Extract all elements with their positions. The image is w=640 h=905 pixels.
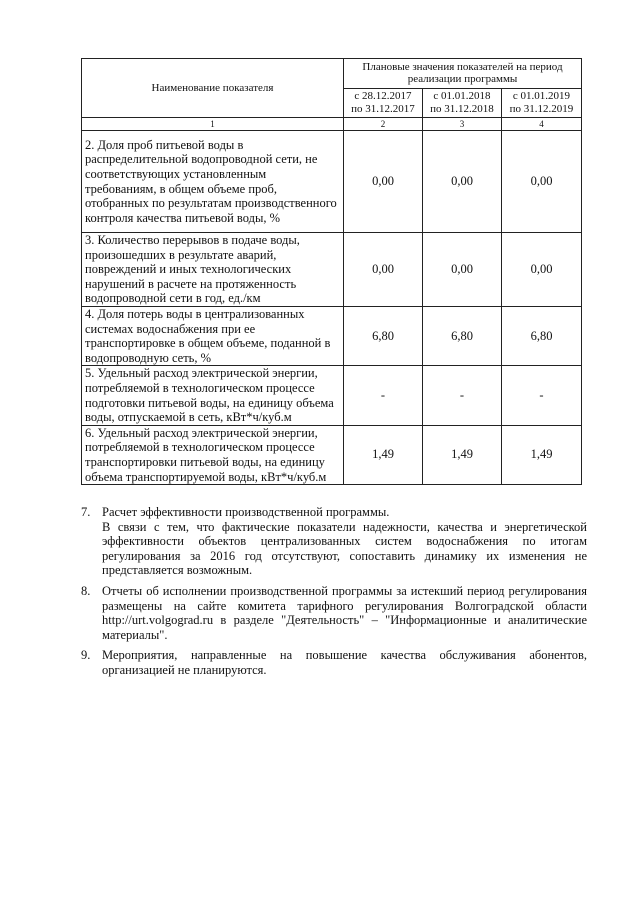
column-number: 4 [502,118,582,131]
table-row [82,131,582,233]
table-header-row [82,59,582,89]
item-number: 7. [81,505,91,519]
item-text: В связи с тем, что фактические показатели надежности, качества и энергетической эффективности объектов централизованных систем водоснабжения по итогам регулирования за 2016 год отсутствуют, сопоставить динамику их изменения не представляется возможным. [102,519,587,578]
indicators-table [81,58,582,485]
header-indicator-name: Наименование показателя [82,59,344,118]
column-number: 2 [344,118,423,131]
table-row [82,233,582,307]
table-row [82,366,582,425]
header-period [344,88,423,118]
column-number: 3 [423,118,502,131]
indicator-name: 5. Удельный расход электрической энергии, потребляемой в технологическом процессе подготовки питьевой воды, на единицу объема воды, отпускаемой в сеть, кВт*ч/куб.м [82,366,344,425]
period-from: с 01.01.2019 [512,89,571,102]
indicator-value: 6,80 [344,307,423,366]
column-number-row [82,118,582,131]
indicator-value: - [502,366,582,425]
column-number: 1 [82,118,344,131]
indicator-value: 0,00 [423,233,502,307]
indicator-value: 0,00 [502,233,582,307]
indicator-name: 6. Удельный расход электрической энергии, потребляемой в технологическом процессе транспортировки питьевой воды, на единицу объема транспортируемой воды, кВт*ч/куб.м [82,425,344,484]
table-row [82,307,582,366]
header-period [423,88,502,118]
indicator-value: - [344,366,423,425]
indicator-name: 3. Количество перерывов в подаче воды, произошедших в результате аварий, повреждений и иных технологических нарушений в расчете на протяженность водопроводной сети в год, ед./км [82,233,344,307]
period-to: по 31.12.2019 [509,102,574,115]
table-row [82,425,582,484]
indicator-value: - [423,366,502,425]
indicator-value: 0,00 [502,131,582,233]
period-from: с 28.12.2017 [354,89,412,102]
item-title: Расчет эффективности производственной программы. [102,505,390,519]
list-item [81,584,587,642]
list-item [81,505,587,578]
item-number: 9. [81,648,91,663]
period-to: по 31.12.2018 [430,102,494,115]
indicator-value: 0,00 [344,131,423,233]
indicator-value: 1,49 [502,425,582,484]
indicator-name: 2. Доля проб питьевой воды в распределительной водопроводной сети, не соответствующих установленным требованиям, в общем объеме проб, отобранных по результатам производственного контроля качества питьевой воды, % [82,131,344,233]
item-text: Отчеты об исполнении производственной программы за истекший период регулирования размещены на сайте комитета тарифного регулирования Волгоградской области http://urt.volgograd.ru в разделе "Деятельность" – "Информационные и аналитические материалы". [102,583,587,642]
list-item [81,648,587,677]
indicator-value: 0,00 [423,131,502,233]
indicator-value: 0,00 [344,233,423,307]
period-to: по 31.12.2017 [351,102,415,115]
indicator-value: 1,49 [423,425,502,484]
numbered-list [81,505,587,679]
item-text: Мероприятия, направленные на повышение качества обслуживания абонентов, организацией не планируются. [102,648,587,677]
header-period [502,88,582,118]
indicator-value: 6,80 [502,307,582,366]
indicator-name: 4. Доля потерь воды в централизованных системах водоснабжения при ее транспортировке в общем объеме, поданной в водопроводную сеть, % [82,307,344,366]
header-planned-values: Плановые значения показателей на период реализации программы [344,59,582,89]
indicator-value: 6,80 [423,307,502,366]
period-from: с 01.01.2018 [433,89,491,102]
indicator-value: 1,49 [344,425,423,484]
item-number: 8. [81,583,91,598]
